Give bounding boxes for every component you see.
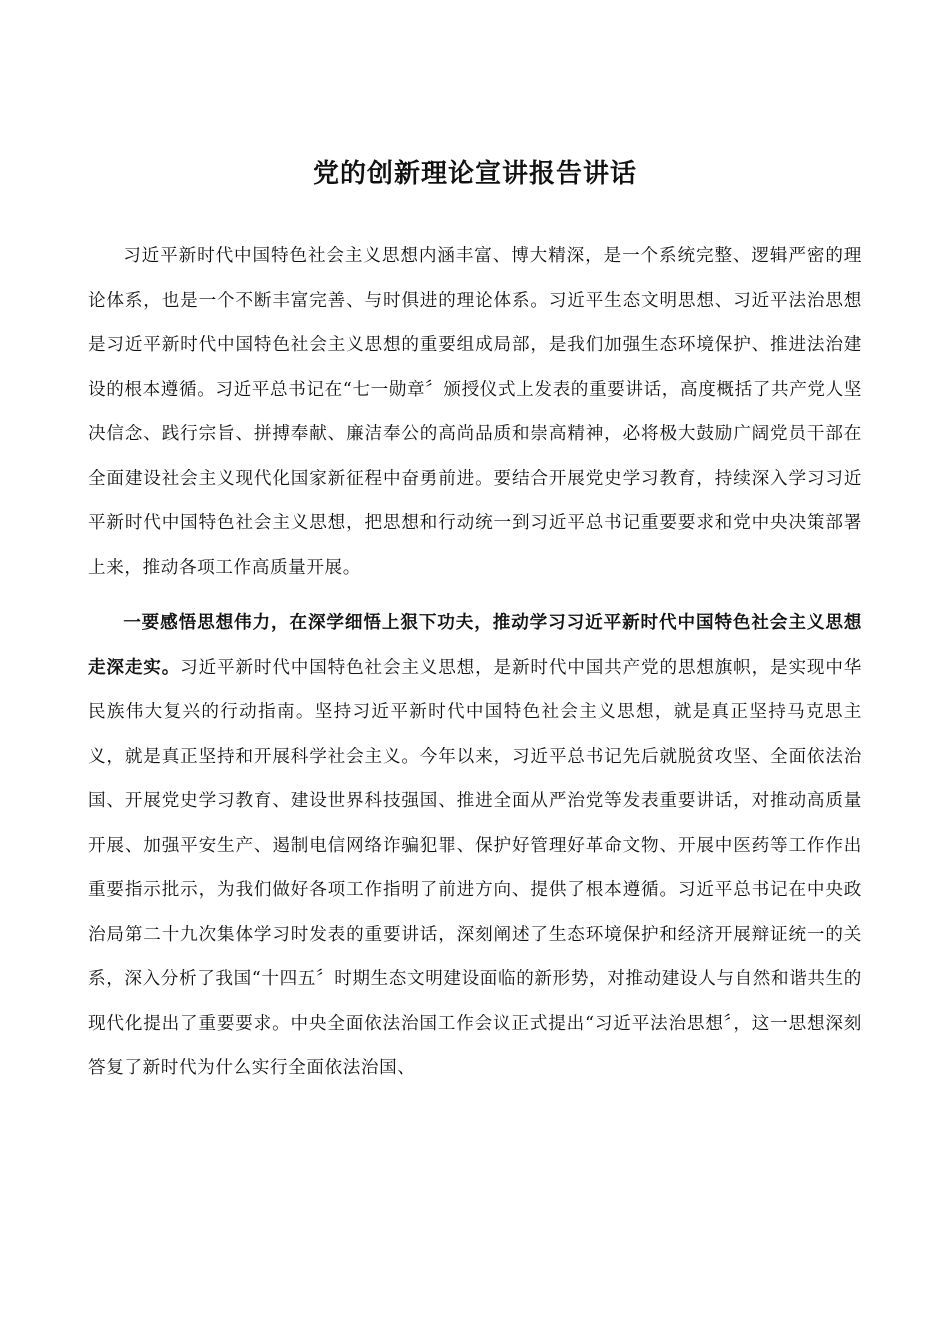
paragraph-point-one — [88, 601, 862, 1091]
document-body — [88, 234, 862, 1091]
paragraph-lead-heading: 一要感悟思想伟力，在深学细悟上狠下功夫，推动学习习近平新时代中国特色社会主义思想走深走实。 — [88, 612, 862, 678]
page-title: 党的创新理论宣讲报告讲话 — [312, 159, 637, 189]
paragraph-text: 习近平新时代中国特色社会主义思想内涵丰富、博大精深，是一个系统完整、逻辑严密的理论体系，也是一个不断丰富完善、与时俱进的理论体系。习近平生态文明思想、习近平法治思想是习近平新时代中国特色社会主义思想的重要组成局部，是我们加强生态环境保护、推进法治建设的根本遵循。习近平总书记在“七一勋章〞颁授仪式上发表的重要讲话，高度概括了共产党人坚决信念、践行宗旨、拼搏奉献、廉洁奉公的高尚品质和崇高精神，必将极大鼓励广阔党员干部在全面建设社会主义现代化国家新征程中奋勇前进。要结合开展党史学习教育，持续深入学习习近平新时代中国特色社会主义思想，把思想和行动统一到习近平总书记重要要求和党中央决策部署上来，推动各项工作高质量开展。 — [88, 246, 862, 578]
paragraph-text: 习近平新时代中国特色社会主义思想，是新时代中国共产党的思想旗帜，是实现中华民族伟大复兴的行动指南。坚持习近平新时代中国特色社会主义思想，就是真正坚持马克思主义，就是真正坚持和开展科学社会主义。今年以来，习近平总书记先后就脱贫攻坚、全面依法治国、开展党史学习教育、建设世界科技强国、推进全面从严治党等发表重要讲话，对推动高质量开展、加强平安生产、遏制电信网络诈骗犯罪、保护好管理好革命文物、开展中医药等工作作出重要指示批示，为我们做好各项工作指明了前进方向、提供了根本遵循。习近平总书记在中央政治局第二十九次集体学习时发表的重要讲话，深刻阐述了生态环境保护和经济开展辩证统一的关系，深入分析了我国“十四五〞时期生态文明建设面临的新形势，对推动建设人与自然和谐共生的现代化提出了重要要求。中央全面依法治国工作会议正式提出“习近平法治思想〞，这一思想深刻答复了新时代为什么实行全面依法治国、 — [88, 657, 862, 1078]
paragraph-intro — [88, 234, 862, 590]
